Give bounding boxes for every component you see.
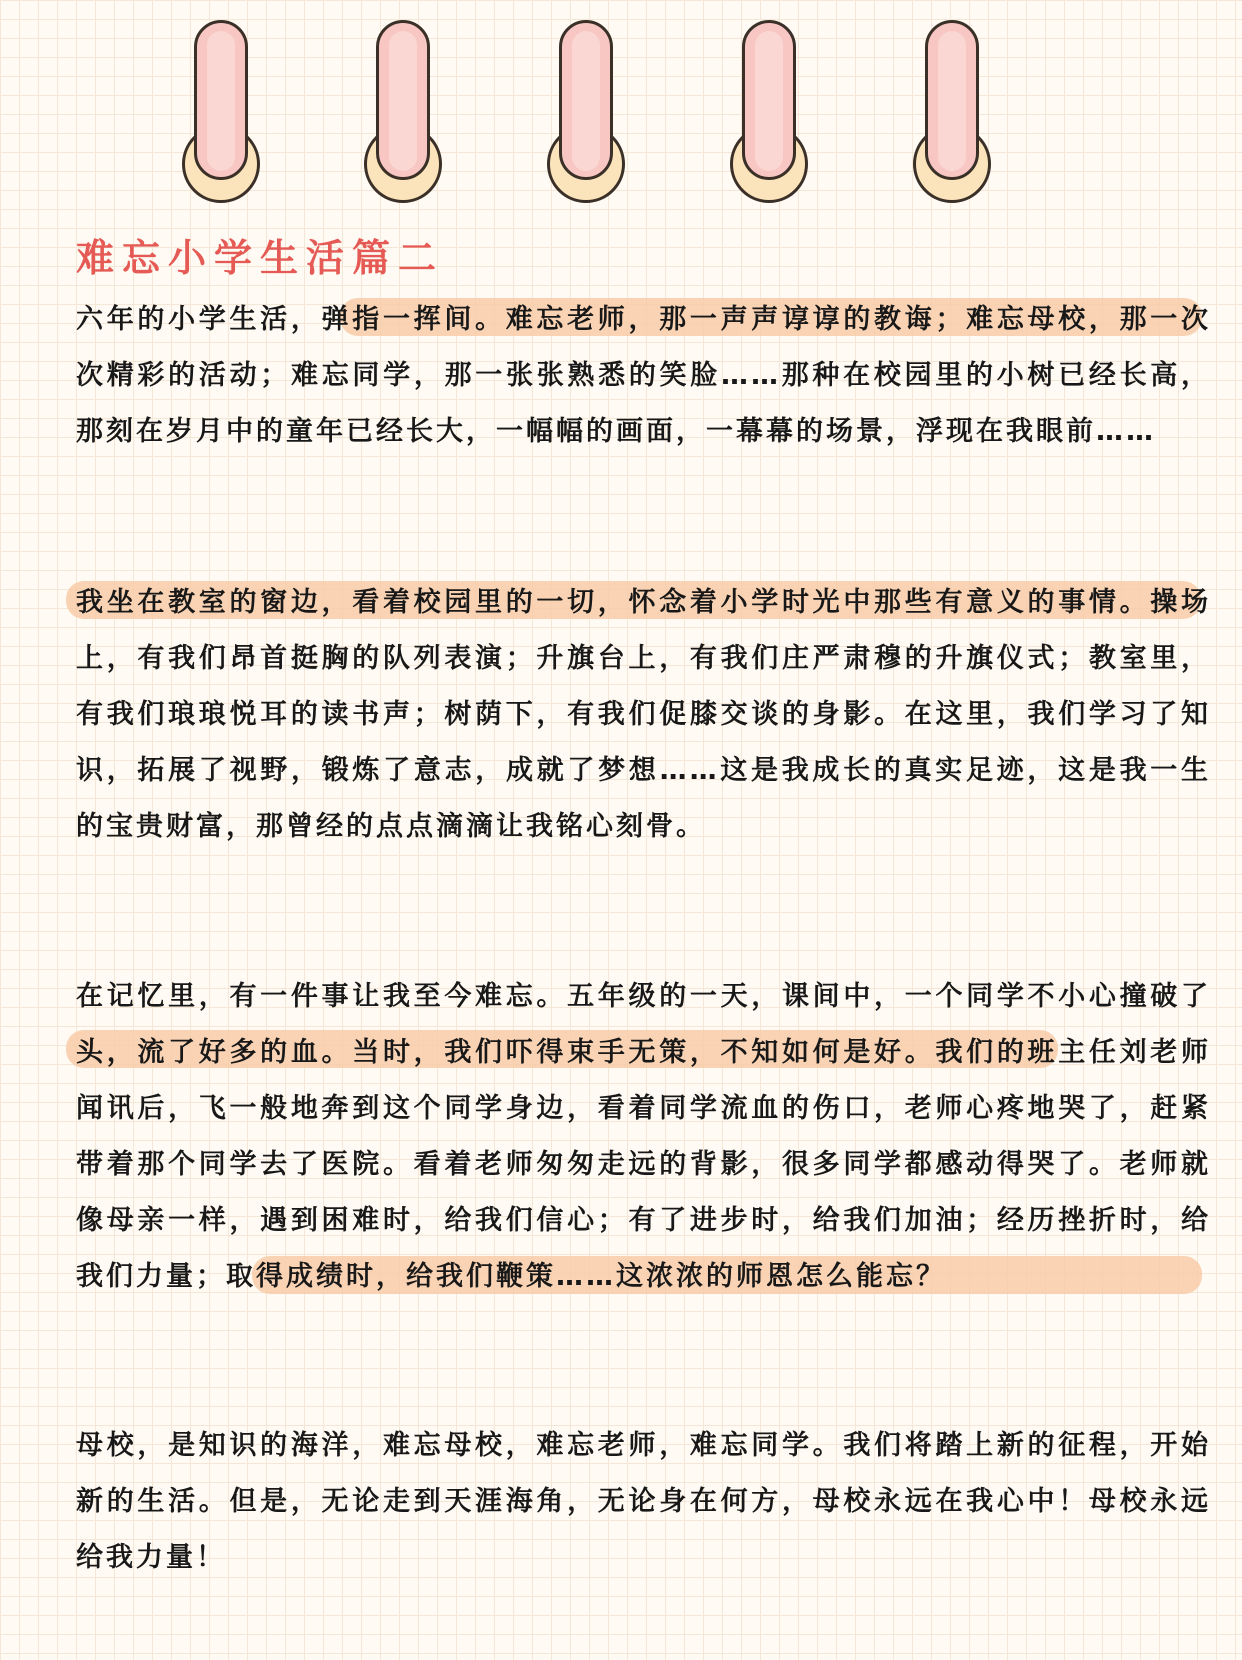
paragraph-2 <box>76 575 1211 855</box>
paragraph-1 <box>76 292 1211 460</box>
paragraph-3 <box>76 969 1211 1305</box>
binder-ring-icon <box>546 20 632 205</box>
binder-ring-icon <box>912 20 998 205</box>
paragraph-4 <box>76 1418 1211 1586</box>
binder-ring-icon <box>363 20 449 205</box>
page-title: 难忘小学生活篇二 <box>76 236 445 280</box>
paragraph-3-text: 在记忆里，有一件事让我至今难忘。五年级的一天，课间中，一个同学不小心撞破了头，流了好多的血。当时，我们吓得束手无策，不知如何是好。我们的班主任刘老师闻讯后，飞一般地奔到这个同学身边，看着同学流血的伤口，老师心疼地哭了，赶紧带着那个同学去了医院。看着老师匆匆走远的背影，很多同学都感动得哭了。老师就像母亲一样，遇到困难时，给我们信心；有了进步时，给我们加油；经历挫折时，给我们力量；取得成绩时，给我们鞭策……这浓浓的师恩怎么能忘？ <box>76 981 1211 1292</box>
paragraph-1-text: 六年的小学生活，弹指一挥间。难忘老师，那一声声谆谆的教诲；难忘母校，那一次次精彩的活动；难忘同学，那一张张熟悉的笑脸……那种在校园里的小树已经长高，那刻在岁月中的童年已经长大，一幅幅的画面，一幕幕的场景，浮现在我眼前…… <box>76 304 1211 447</box>
binder-ring-icon <box>729 20 815 205</box>
paragraph-2-text: 我坐在教室的窗边，看着校园里的一切，怀念着小学时光中那些有意义的事情。操场上，有我们昂首挺胸的队列表演；升旗台上，有我们庄严肃穆的升旗仪式；教室里，有我们琅琅悦耳的读书声；树荫下，有我们促膝交谈的身影。在这里，我们学习了知识，拓展了视野，锻炼了意志，成就了梦想……这是我成长的真实足迹，这是我一生的宝贵财富，那曾经的点点滴滴让我铭心刻骨。 <box>76 587 1211 842</box>
paragraph-4-text: 母校，是知识的海洋，难忘母校，难忘老师，难忘同学。我们将踏上新的征程，开始新的生活。但是，无论走到天涯海角，无论身在何方，母校永远在我心中！母校永远给我力量！ <box>76 1430 1211 1573</box>
binder-ring-icon <box>181 20 267 205</box>
binder-rings <box>0 0 1242 215</box>
